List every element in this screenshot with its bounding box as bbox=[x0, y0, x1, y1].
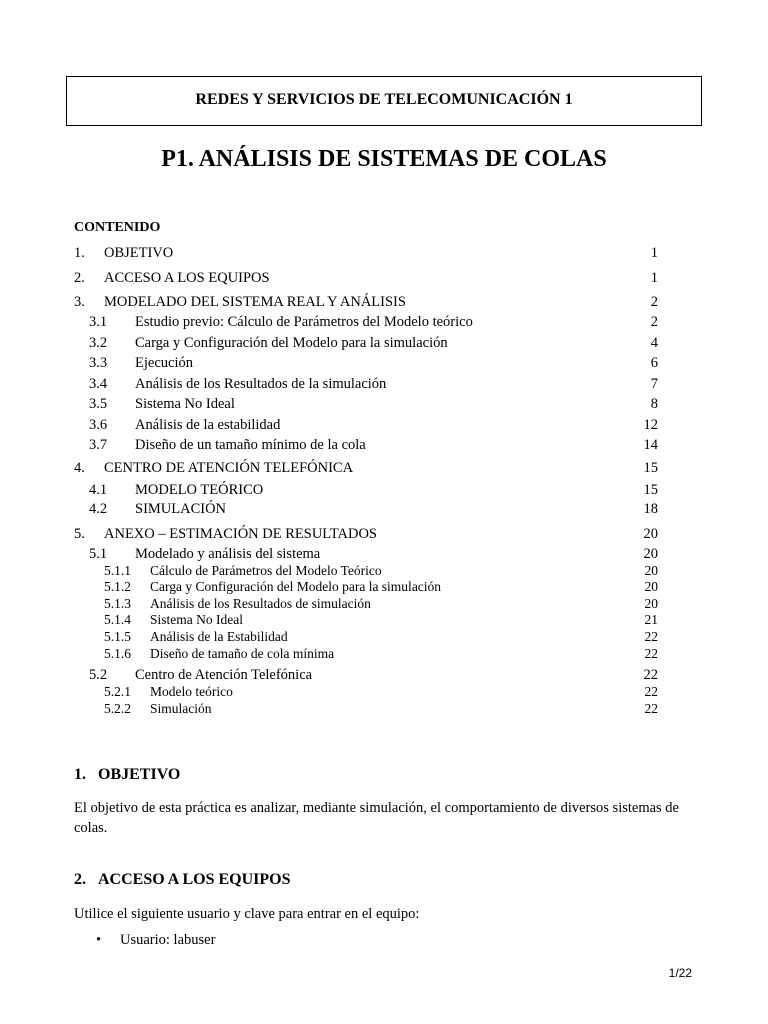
toc-entry-title: Ejecución bbox=[135, 355, 193, 371]
section-number: 2. bbox=[74, 871, 86, 888]
toc-entry-page: 2 bbox=[650, 294, 658, 310]
toc-entry-title: Cálculo de Parámetros del Modelo Teórico bbox=[150, 563, 382, 578]
toc-entry-page: 20 bbox=[643, 526, 658, 542]
toc-entry-page: 14 bbox=[643, 437, 658, 453]
toc-entry-title: Análisis de los Resultados de la simulación bbox=[135, 376, 387, 392]
toc-entry-title: Estudio previo: Cálculo de Parámetros del Modelo teórico bbox=[135, 314, 473, 330]
section-body-objetivo: El objetivo de esta práctica es analizar, mediante simulación, el comportamiento de diversos sistemas de colas. bbox=[74, 800, 679, 836]
section-heading-objetivo bbox=[74, 766, 180, 784]
course-header: REDES Y SERVICIOS DE TELECOMUNICACIÓN 1 bbox=[195, 91, 573, 108]
toc-entry-number: 5.1 bbox=[89, 546, 108, 562]
toc-entry-number: 1. bbox=[74, 245, 85, 261]
section-heading-acceso bbox=[74, 871, 291, 889]
toc-entry-page: 12 bbox=[643, 417, 658, 433]
toc-entry-page: 22 bbox=[643, 667, 658, 683]
toc-entry-title: ACCESO A LOS EQUIPOS bbox=[104, 270, 270, 286]
toc-entry-title: ANEXO – ESTIMACIÓN DE RESULTADOS bbox=[104, 526, 378, 542]
toc-entry-page: 1 bbox=[650, 270, 658, 286]
list-item bbox=[96, 932, 215, 949]
toc-entry-number: 5. bbox=[74, 526, 85, 542]
toc-entry-title: Modelo teórico bbox=[150, 684, 233, 699]
toc-entry-title: Carga y Configuración del Modelo para la simulación bbox=[150, 579, 442, 594]
section-title: ACCESO A LOS EQUIPOS bbox=[98, 871, 291, 888]
toc-entry-number: 3.1 bbox=[89, 314, 108, 330]
toc-entry-page: 7 bbox=[650, 376, 658, 392]
toc-entry-number: 2. bbox=[74, 270, 85, 286]
toc-entry-number: 3.4 bbox=[89, 376, 108, 392]
toc-entry-number: 4.1 bbox=[89, 482, 108, 498]
section-body-acceso: Utilice el siguiente usuario y clave para entrar en el equipo: bbox=[74, 906, 420, 922]
toc-entry-title: Sistema No Ideal bbox=[135, 396, 235, 412]
toc-entry-number: 5.1.5 bbox=[104, 629, 131, 644]
toc-entry-page: 1 bbox=[650, 245, 658, 261]
toc-entry-number: 3. bbox=[74, 294, 85, 310]
toc-entry-title: MODELADO DEL SISTEMA REAL Y ANÁLISIS bbox=[104, 294, 406, 310]
toc-entry-page: 22 bbox=[644, 701, 658, 716]
toc-heading: CONTENIDO bbox=[74, 220, 161, 235]
toc-entry-title: Sistema No Ideal bbox=[150, 612, 243, 627]
toc-entry-number: 3.7 bbox=[89, 437, 108, 453]
toc-entry-number: 3.5 bbox=[89, 396, 108, 412]
toc-entry-page: 20 bbox=[644, 596, 658, 611]
toc-entry-title: Carga y Configuración del Modelo para la simulación bbox=[135, 335, 448, 351]
bullet-icon: • bbox=[96, 932, 102, 948]
toc-entry-number: 3.6 bbox=[89, 417, 108, 433]
toc-entry-page: 20 bbox=[644, 563, 658, 578]
toc-entry-number: 5.2.1 bbox=[104, 684, 131, 699]
toc-entry-number: 5.1.2 bbox=[104, 579, 131, 594]
toc-entry-title: Centro de Atención Telefónica bbox=[135, 667, 313, 683]
toc-entry-title: Diseño de tamaño de cola mínima bbox=[150, 646, 335, 661]
toc-entry-number: 5.1.1 bbox=[104, 563, 131, 578]
toc-entry-number: 5.2.2 bbox=[104, 701, 131, 716]
toc-entry-title: Diseño de un tamaño mínimo de la cola bbox=[135, 437, 366, 453]
toc-entry-title: Análisis de la Estabilidad bbox=[150, 629, 288, 644]
toc-entry-page: 20 bbox=[643, 546, 658, 562]
toc-entry-title: SIMULACIÓN bbox=[135, 501, 227, 517]
toc-entry-page: 21 bbox=[644, 612, 658, 627]
page-number: 1/22 bbox=[668, 966, 692, 980]
section-title: OBJETIVO bbox=[98, 766, 181, 783]
section-number: 1. bbox=[74, 766, 86, 783]
toc-entry-title: OBJETIVO bbox=[104, 245, 174, 261]
toc-entry-page: 22 bbox=[644, 646, 658, 661]
toc-entry-title: Simulación bbox=[150, 701, 212, 716]
toc-entry-page: 15 bbox=[643, 482, 658, 498]
toc-entry-page: 4 bbox=[650, 335, 658, 351]
toc-entry-page: 15 bbox=[643, 460, 658, 476]
toc-entry-page: 6 bbox=[650, 355, 658, 371]
toc-entry-number: 5.1.3 bbox=[104, 596, 131, 611]
toc-entry-title: CENTRO DE ATENCIÓN TELEFÓNICA bbox=[104, 460, 354, 476]
toc-entry-page: 22 bbox=[644, 629, 658, 644]
toc-entry-title: Modelado y análisis del sistema bbox=[135, 546, 321, 562]
toc-entry-number: 5.1.4 bbox=[104, 612, 131, 627]
toc-entry-page: 2 bbox=[650, 314, 658, 330]
document-title: P1. ANÁLISIS DE SISTEMAS DE COLAS bbox=[161, 146, 607, 172]
toc-entry-title: Análisis de la estabilidad bbox=[135, 417, 281, 433]
toc-entry-title: MODELO TEÓRICO bbox=[135, 482, 264, 498]
toc-entry-title: Análisis de los Resultados de simulación bbox=[150, 596, 371, 611]
toc-entry-page: 8 bbox=[650, 396, 658, 412]
toc-entry-page: 20 bbox=[644, 579, 658, 594]
list-item-text: Usuario: labuser bbox=[120, 932, 216, 948]
toc-entry-number: 3.2 bbox=[89, 335, 108, 351]
toc-entry-page: 22 bbox=[644, 684, 658, 699]
toc-entry-number: 5.1.6 bbox=[104, 646, 131, 661]
toc-entry-number: 4.2 bbox=[89, 501, 108, 517]
toc-entry-number: 4. bbox=[74, 460, 85, 476]
toc-entry-number: 3.3 bbox=[89, 355, 108, 371]
toc-entry-number: 5.2 bbox=[89, 667, 108, 683]
toc-entry-page: 18 bbox=[643, 501, 658, 517]
